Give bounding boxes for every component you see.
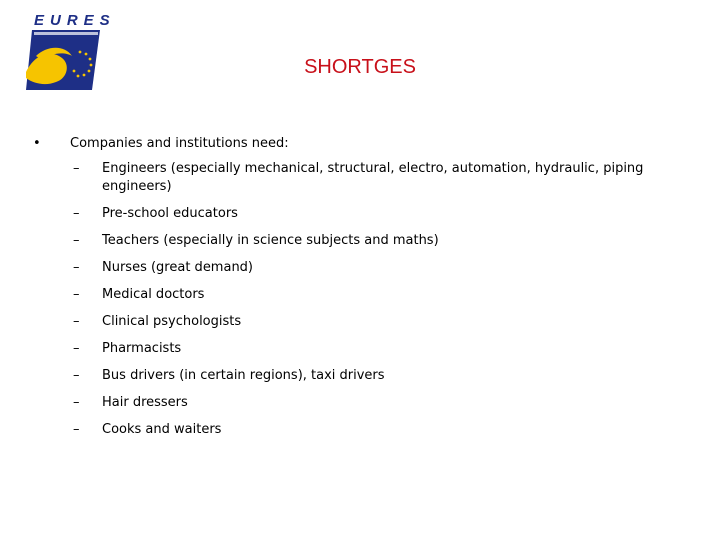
list-item [73, 259, 663, 277]
list-item [73, 286, 663, 304]
dash-icon: – [73, 233, 80, 248]
list-item-text: Pre-school educators [102, 206, 238, 221]
list-item-text: Cooks and waiters [102, 422, 222, 437]
dash-icon: – [73, 368, 80, 383]
list-item [73, 160, 663, 196]
lead-text: Companies and institutions need: [70, 136, 289, 151]
dash-icon: – [73, 422, 80, 437]
list-item-text: Bus drivers (in certain regions), taxi drivers [102, 368, 385, 383]
bullet-icon: • [33, 136, 41, 151]
dash-icon: – [73, 206, 80, 221]
list-item-text: Hair dressers [102, 395, 188, 410]
list-item [73, 421, 663, 439]
eures-logo [22, 12, 116, 92]
list-item [73, 394, 663, 412]
dash-icon: – [73, 314, 80, 329]
list-item-text: Nurses (great demand) [102, 260, 254, 275]
dash-icon: – [73, 395, 80, 410]
list-item [73, 205, 663, 223]
page-title: SHORTGES [304, 56, 416, 78]
dash-icon: – [73, 161, 80, 176]
list-item [73, 340, 663, 358]
list-item [73, 232, 663, 250]
list-item-text: Engineers (especially mechanical, structural, electro, automation, hydraulic, piping engineers) [102, 161, 644, 194]
list-item-text: Teachers (especially in science subjects and maths) [102, 233, 439, 248]
list-item-text: Medical doctors [102, 287, 205, 302]
dash-icon: – [73, 341, 80, 356]
dash-icon: – [73, 260, 80, 275]
list-item [73, 313, 663, 331]
shortage-list [73, 160, 663, 448]
list-item [73, 367, 663, 385]
list-item-text: Clinical psychologists [102, 314, 242, 329]
eures-logo-text: EURES [34, 12, 116, 29]
dash-icon: – [73, 287, 80, 302]
list-item-text: Pharmacists [102, 341, 182, 356]
